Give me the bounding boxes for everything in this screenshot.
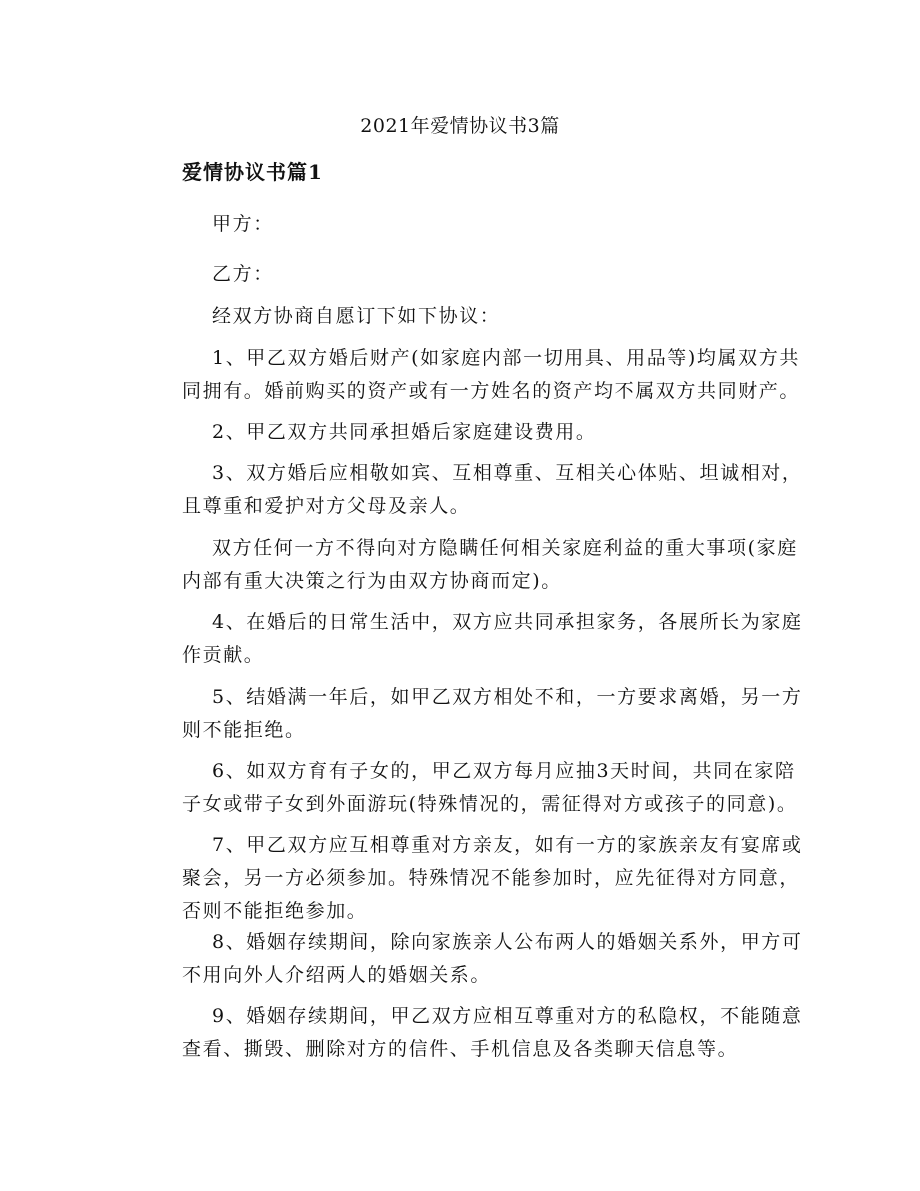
clause-7 [182,829,803,928]
clause-3-supplement [182,532,798,598]
clause-1 [182,342,801,408]
clause-6 [182,755,798,821]
clause-6-line-2: 子女或带子女到外面游玩(特殊情况的，需征得对方或孩子的同意)。 [182,793,798,815]
clause-8-line-2: 不用向外人介绍两人的婚姻关系。 [182,964,492,986]
clause-3-line-1: 3、双方婚后应相敬如宾、互相尊重、互相关心体贴、坦诚相对， [212,462,803,484]
clause-7-line-1: 7、甲乙双方应互相尊重对方亲友，如有一方的家族亲友有宴席或 [212,834,803,856]
clause-3-supplement-line-2: 内部有重大决策之行为由双方协商而定)。 [182,570,562,592]
clause-8 [182,926,803,992]
clause-5 [182,681,803,747]
clause-7-line-3: 否则不能拒绝参加。 [182,900,368,922]
intro-paragraph: 经双方协商自愿订下如下协议： [212,305,501,327]
clause-1-line-2: 同拥有。婚前购买的资产或有一方姓名的资产均不属双方共同财产。 [182,380,801,402]
section-heading: 爱情协议书篇1 [182,160,323,184]
clause-1-line-1: 1、甲乙双方婚后财产(如家庭内部一切用具、用品等)均属双方共 [212,347,800,369]
document-title: 2021年爱情协议书3篇 [360,115,560,137]
party-b-label: 乙方： [212,263,274,285]
clause-2 [182,416,782,449]
clause-9-line-1: 9、婚姻存续期间，甲乙双方应相互尊重对方的私隐权，不能随意 [212,1005,803,1027]
clause-8-line-1: 8、婚姻存续期间，除向家族亲人公布两人的婚姻关系外，甲方可 [212,931,803,953]
clause-4-line-2: 作贡献。 [182,644,265,666]
clause-2-line-1: 2、甲乙双方共同承担婚后家庭建设费用。 [212,421,597,443]
party-a-label: 甲方： [212,213,274,235]
clause-3-supplement-line-1: 双方任何一方不得向对方隐瞒任何相关家庭利益的重大事项(家庭 [212,537,798,559]
clause-9-line-2: 查看、撕毁、删除对方的信件、手机信息及各类聊天信息等。 [182,1038,739,1060]
clause-9 [182,1000,803,1066]
clause-4 [182,606,803,672]
clause-4-line-1: 4、在婚后的日常生活中，双方应共同承担家务，各展所长为家庭 [212,611,803,633]
clause-5-line-2: 则不能拒绝。 [182,719,306,741]
clause-7-line-2: 聚会，另一方必须参加。特殊情况不能参加时，应先征得对方同意， [182,867,801,889]
clause-6-line-1: 6、如双方育有子女的，甲乙双方每月应抽3天时间，共同在家陪 [212,760,796,782]
clause-5-line-1: 5、结婚满一年后，如甲乙双方相处不和，一方要求离婚，另一方 [212,686,803,708]
clause-3-line-2: 且尊重和爱护对方父母及亲人。 [182,495,471,517]
clause-3 [182,457,803,523]
